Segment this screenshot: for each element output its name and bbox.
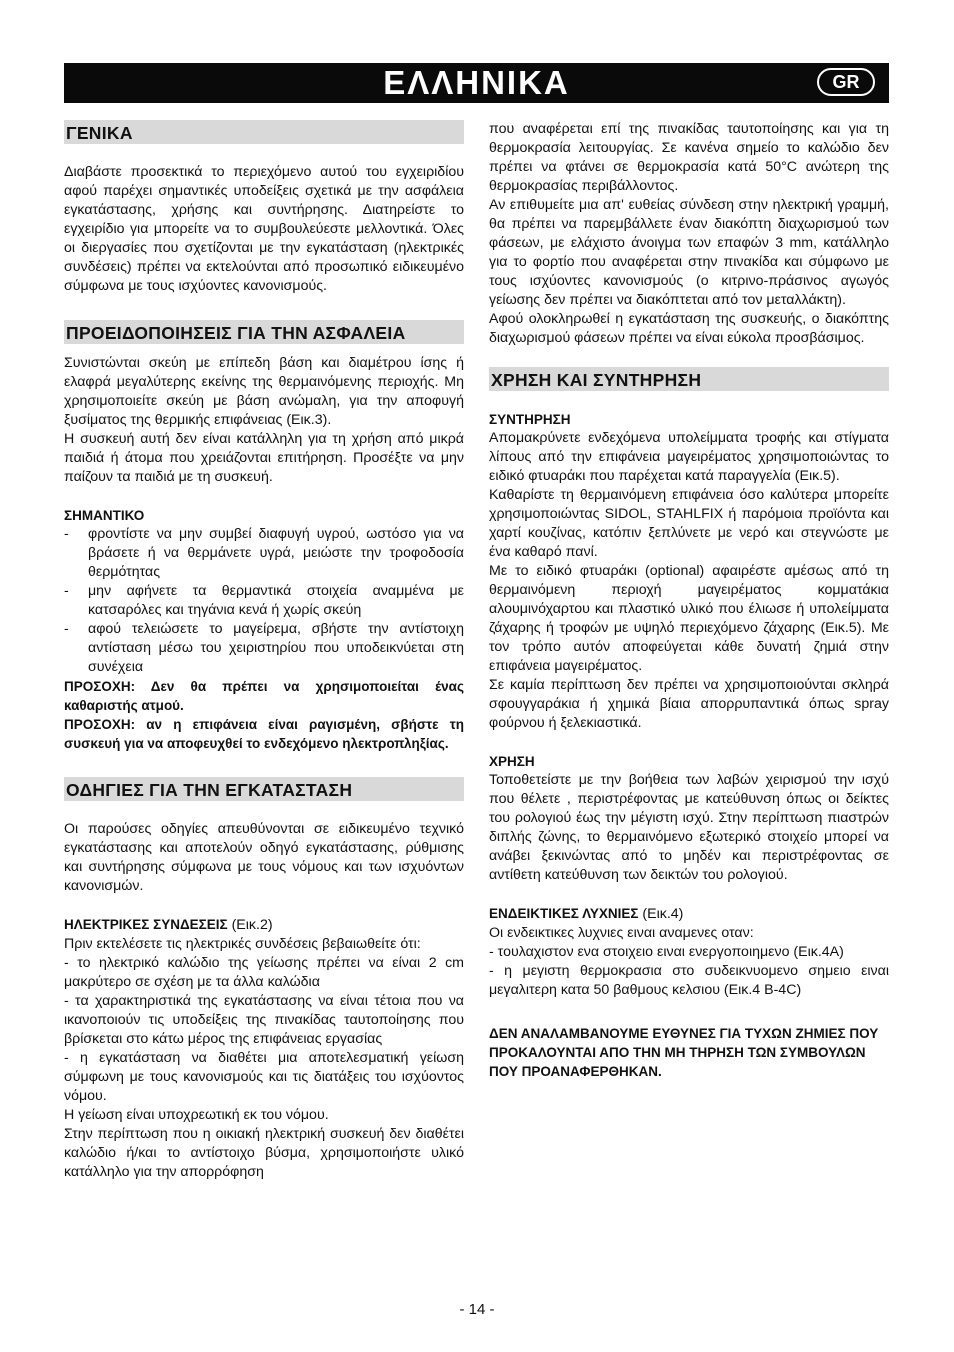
caution-steam: ΠΡΟΣΟΧΗ: Δεν θα πρέπει να χρησιμοποιείται ένας καθαριστής ατμού.: [64, 679, 464, 713]
maintenance-text: Με το ειδικό φτυαράκι (optional) αφαιρέστε αμέσως από τη θερμαινόμενη περιοχή μαγειρέματος κομματάκια αλουμινόχαρτου και πλαστικό υλικό που έλιωσε ή υπολείμματα ζάχαρης ή τροφών με υψηλό περιεχόμενο ζάχαρης (Εικ.5). Με τον τρόπο αυτόν αποφεύγεται κάθε δυνατή ζημιά στην επιφάνεια μαγειρέματος.: [489, 563, 889, 674]
indicator-heading: [489, 904, 889, 924]
installation-line: - η εγκατάσταση να διαθέτει μια αποτελεσματική γείωση σύμφωνη με τους κανονισμούς και τις διατάξεις του ισχύοντος νόμου.: [64, 1050, 464, 1104]
language-badge: GR: [817, 68, 875, 96]
safety-text-1: Συνιστώνται σκεύη με επίπεδη βάση και διαμέτρου ίσης ή ελαφρά μεγαλύτερης εκείνης της θερμαινόμενης περιοχής. Μη χρησιμοποιείτε σκεύη με βάση ανώμαλη, για την αποφυγή ξυσίματος της θερμικής επιφάνειας (Εικ.3).: [64, 355, 464, 428]
installation-text: Οι παρούσες οδηγίες απευθύνονται σε ειδικευμένο τεχνικό εγκατάστασης και αποτελούν οδηγό εγκατάστασης, ρύθμισης και συντήρησης σύμφωνα με τους νόμους και των ισχυόντων κανονισμών.: [64, 821, 464, 894]
header-bar: [64, 63, 889, 103]
general-text: Διαβάστε προσεκτικά το περιεχόμενο αυτού του εγχειριδίου αφού παρέχει σημαντικές υποδείξεις σχετικά με την ασφάλεια εγκατάστασης, χρήσης και συντήρησης. Διατηρείστε το εγχειρίδιο για μπορείτε να το συμβουλεύεστε μελλοντικά. Όλες οι διεργασίες που σχετίζονται με την εγκατάσταση (ηλεκτρικές συνδέσεις) πρέπει να εκτελούνται από προσωπικό ειδικευμένο σύμφωνα με τους ισχύοντες κανονισμούς.: [64, 164, 464, 294]
electrical-heading: [64, 915, 464, 935]
installation-line: Η γείωση είναι υποχρεωτική εκ του νόμου.: [64, 1107, 329, 1123]
section-heading-use-maintenance: ΧΡΗΣΗ ΚΑΙ ΣΥΝΤΗΡΗΣΗ: [489, 367, 889, 391]
indicator-ref: (Εικ.4): [638, 906, 684, 922]
left-column: [64, 120, 464, 1182]
installation-line: Πριν εκτελέσετε τις ηλεκτρικές συνδέσεις βεβαιωθείτε ότι:: [64, 936, 421, 952]
disclaimer: ΔΕΝ ΑΝΑΛΑΜΒΑΝΟΥΜΕ ΕΥΘΥΝΕΣ ΓΙΑ ΤΥΧΩΝ ΖΗΜΙΕΣ ΠΟΥ ΠΡΟΚΑΛΟΥΝΤΑΙ ΑΠΟ ΤΗΝ ΜΗ ΤΗΡΗΣΗ ΤΩΝ ΣΥΜΒΟΥΛΩΝ ΠΟΥ ΠΡΟΑΝΑΦΕΡΘΗΚΑΝ.: [489, 1026, 879, 1079]
important-label: ΣΗΜΑΝΤΙΚΟ: [64, 508, 145, 523]
indicator-label: ΕΝΔΕΙΚΤΙΚΕΣ ΛΥΧΝΙΕΣ: [489, 906, 639, 921]
installation-line: Στην περίπτωση που η οικιακή ηλεκτρική συσκευή δεν διαθέτει καλώδιο ή/και το αντίστοιχο βύσμα, χρησιμοποιήστε υλικό κατάλληλο για την απορρόφηση: [64, 1126, 464, 1180]
electrical-ref: (Εικ.2): [227, 917, 273, 933]
list-item: - φροντίστε να μην συμβεί διαφυγή υγρού, ωστόσο για να βράσετε ή να θερμάνετε υγρά, μειώστε την τροφοδοσία θερμότητας: [64, 525, 464, 582]
indicator-line: Οι ενδεικτικες λυχνιες ειναι αναμενες οταν:: [489, 925, 754, 941]
list-item: - μην αφήνετε τα θερμαντικά στοιχεία αναμμένα με κατσαρόλες και τηγάνια κενά ή χωρίς σκεύη: [64, 582, 464, 620]
indicator-line: - η μεγιστη θερμοκρασια στο συδεικνυομενο σημειο ειναι μεγαλιτερη κατα 50 βαθμους κελσιου (Εικ.4 B-4C): [489, 963, 889, 998]
page-number: - 14 -: [459, 1301, 495, 1318]
maintenance-label: ΣΥΝΤΗΡΗΣΗ: [489, 412, 571, 427]
safety-text-2: Η συσκευή αυτή δεν είναι κατάλληλη για τη χρήση από μικρά παιδιά ή άτομα που χρειάζονται επιτήρηση. Προσέξτε να μην παίζουν τα παιδιά με τη συσκευή.: [64, 431, 464, 485]
continuation-text: που αναφέρεται επί της πινακίδας ταυτοποίησης και για τη θερμοκρασία λειτουργίας. Σε κανένα σημείο το καλώδιο δεν πρέπει να φτάνει σε θερμοκρασία κατά 50°C ανώτερη της θερμοκρασίας περιβάλλοντος.: [489, 121, 889, 194]
page-title: ΕΛΛΗΝΙΚΑ: [383, 64, 570, 101]
maintenance-text: Σε καμία περίπτωση δεν πρέπει να χρησιμοποιούνται σκληρά σφουγγαράκια ή χημικά βίαια απορρυπαντικά όπως spray φούρνου ή ξελεκιαστικά.: [489, 677, 889, 731]
indicator-line: - τουλαχιστον ενα στοιχειο ειναι ενεργοποιημενο (Εικ.4A): [489, 944, 844, 960]
caution-cracked: ΠΡΟΣΟΧΗ: αν η επιφάνεια είναι ραγισμένη, σβήστε τη συσκευή για να αποφευχθεί το ενδεχόμενο ηλεκτροπληξίας.: [64, 717, 464, 751]
list-item: - αφού τελειώσετε το μαγείρεμα, σβήστε την αντίστοιχη αντίσταση μέσω του χειριστηρίου που υποδεικνύεται στη συνέχεια: [64, 620, 464, 677]
section-heading-general: ΓΕΝΙΚΑ: [64, 120, 464, 144]
maintenance-text: Απομακρύνετε ενδεχόμενα υπολείμματα τροφής και στίγματα λίπους από την επιφάνεια μαγειρέματος χρησιμοποιώντας το ειδικό φτυαράκι που παρέχεται κατά παραγγελία (Εικ.5).: [489, 430, 889, 484]
maintenance-text: Καθαρίστε τη θερμαινόμενη επιφάνεια όσο καλύτερα μπορείτε χρησιμοποιώντας SIDOL, STAHLFIX ή παρόμοια προϊόντα και χαρτί κουζίνας, κατόπιν ξεπλύνετε με νερό και στεγνώστε με ένα καθαρό πανί.: [489, 487, 889, 560]
important-list: [64, 525, 464, 677]
right-column: [489, 120, 889, 1081]
installation-line: - τα χαρακτηριστικά της εγκατάστασης να είναι τέτοια που να ικανοποιούν τις υποδείξεις της πινακίδας ταυτοποίησης που βρίσκεται στο κάτω μέρος της επιφάνειας εργασίας: [64, 993, 464, 1047]
continuation-text: Αν επιθυμείτε μια απ' ευθείας σύνδεση στην ηλεκτρική γραμμή, θα πρέπει να παρεμβάλλετε έναν διακόπτη διαχωρισμού των φάσεων, με ελάχιστο άνοιγμα των επαφών 3 mm, κατάλληλο για το φορτίο που αναφέρεται στην πινακίδα και σύμφωνο με τους ισχύοντες κανονισμούς (ο κιτρινο-πράσινος αγωγός γείωσης δεν πρέπει να διακόπτεται από τον μεταλλάκτη).: [489, 197, 889, 308]
section-heading-safety: ΠΡΟΕΙΔΟΠΟΙΗΣΕΙΣ ΓΙΑ ΤΗΝ ΑΣΦΑΛΕΙΑ: [64, 320, 464, 344]
use-text: Τοποθετείστε με την βοήθεια των λαβών χειρισμού την ισχύ που θέλετε , περιστρέφοντας με κατεύθυνση όπως οι δείκτες του ρολογιού έως την μέγιστη ισχύ. Στην περίπτωση πιαστρών διπλής ζώνης, το θερμαινόμενο εξωτερικό στοιχείο μπορεί να ανάβει ξεκινώντας από το μηδέν και περιστρέφοντας σε αντίθετη κατεύθυνση των δεικτών του ρολογιού.: [489, 772, 889, 883]
section-heading-installation: ΟΔΗΓΙΕΣ ΓΙΑ ΤΗΝ ΕΓΚΑΤΑΣΤΑΣΗ: [64, 777, 464, 801]
continuation-text: Αφού ολοκληρωθεί η εγκατάσταση της συσκευής, ο διακόπτης διαχωρισμού φάσεων πρέπει να είναι εύκολα προσβάσιμος.: [489, 311, 889, 346]
electrical-label: ΗΛΕΚΤΡΙΚΕΣ ΣΥΝΔΕΣΕΙΣ: [64, 917, 228, 932]
use-label: ΧΡΗΣΗ: [489, 754, 535, 769]
installation-line: - το ηλεκτρικό καλώδιο της γείωσης πρέπει να είναι 2 cm μακρύτερο σε σχέση με τα άλλα καλώδια: [64, 955, 464, 990]
